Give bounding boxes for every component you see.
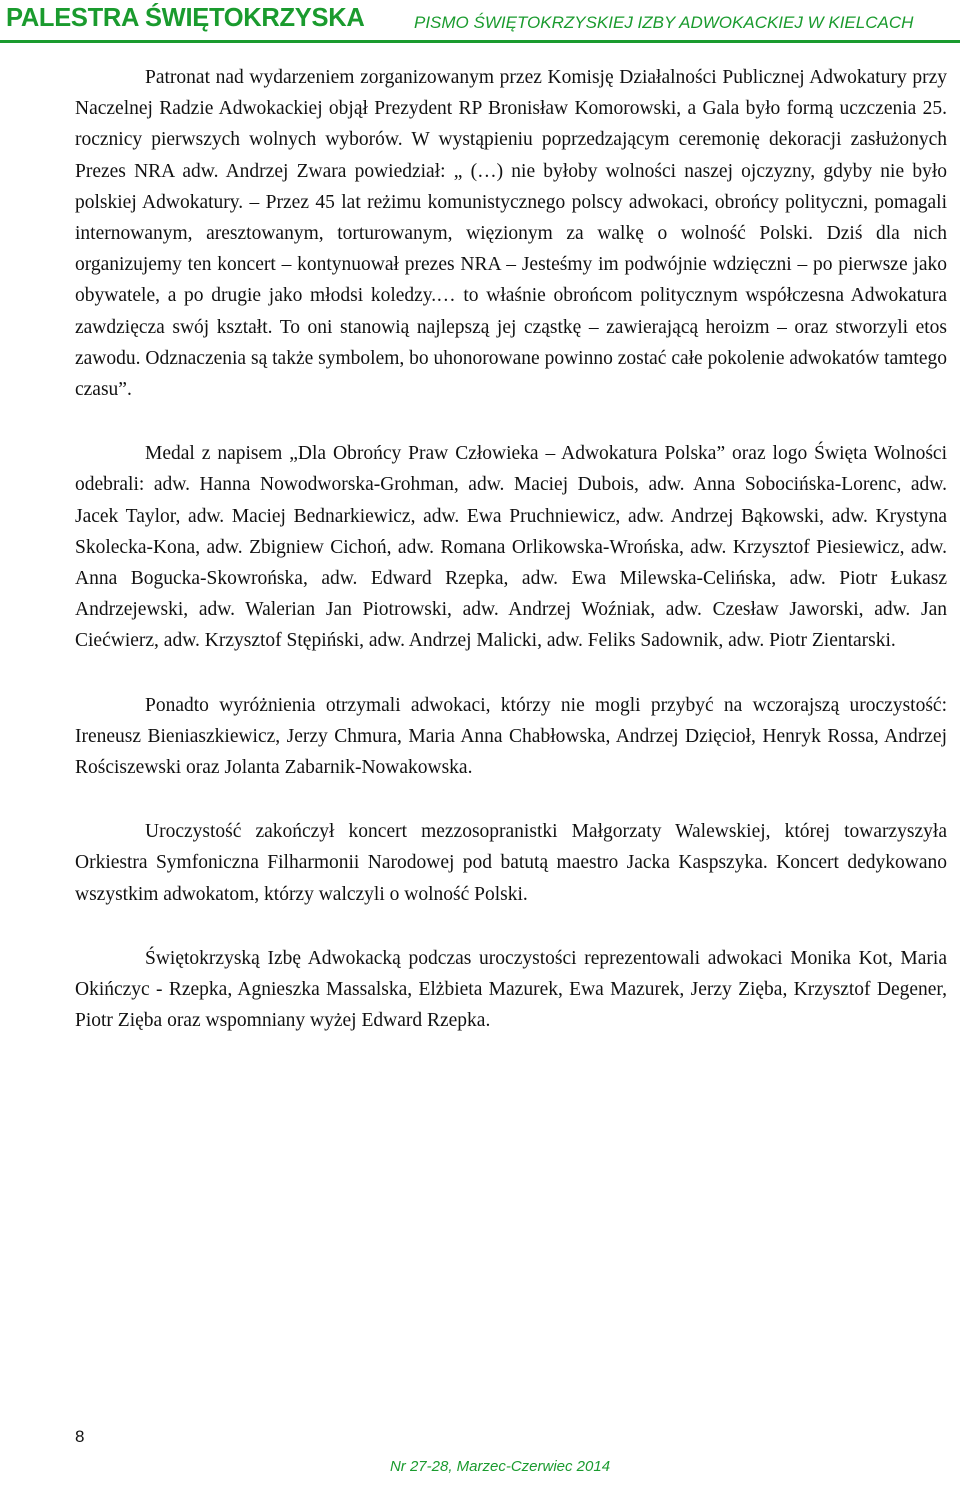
page-header — [0, 0, 960, 44]
page-number: 8 — [75, 1427, 85, 1446]
paragraph-concert: Uroczystość zakończył koncert mezzosopranistki Małgorzaty Walewskiej, której towarzyszyła Orkiestra Symfoniczna Filharmonii Narodowej pod batutą maestro Jacka Kaspszyka. Koncert dedykowano wszystkim adwokatom, którzy walczyli o wolność Polski. — [75, 821, 947, 905]
paragraph-representatives: Świętokrzyską Izbę Adwokacką podczas uroczystości reprezentowali adwokaci Monika Kot, Maria Okińczyc - Rzepka, Agnieszka Massalska, Elżbieta Mazurek, Ewa Mazurek, Jerzy Zięba, Krzysztof Degener, Piotr Zięba oraz wspomniany wyżej Edward Rzepka. — [75, 947, 947, 1032]
article-body — [75, 62, 947, 1069]
header-divider — [0, 40, 960, 43]
issue-info: Nr 27-28, Marzec-Czerwiec 2014 — [389, 1458, 611, 1475]
paragraph-medal-recipients: Medal z napisem „Dla Obrońcy Praw Człowieka – Adwokatura Polska” oraz logo Święta Wolności odebrali: adw. Hanna Nowodworska-Grohman, adw. Maciej Dubois, adw. Anna Sobocińska-Lorenc, adw. Jacek Taylor, adw. Maciej Bednarkiewicz, adw. Ewa Pruchniewicz, adw. Andrzej Bąkowski, adw. Krystyna Skolecka-Kona, adw. Zbigniew Cichoń, adw. Romana Orlikowska-Wrońska, adw. Krzysztof Piesiewicz, adw. Anna Bogucka-Skowrońska, adw. Edward Rzepka, adw. Ewa Milewska-Celińska, adw. Piotr Łukasz Andrzejewski, adw. Walerian Jan Piotrowski, adw. Andrzej Woźniak, adw. Czesław Jaworski, adw. Jan Ciećwierz, adw. Krzysztof Stępiński, adw. Andrzej Malicki, adw. Feliks Sadownik, adw. Piotr Zientarski. — [75, 443, 947, 652]
masthead-subtitle: PISMO ŚWIĘTOKRZYSKIEJ IZBY ADWOKACKIEJ W KIELCACH — [414, 13, 914, 32]
masthead-title: PALESTRA ŚWIĘTOKRZYSKA — [6, 4, 365, 32]
paragraph-patronage: Patronat nad wydarzeniem zorganizowanym przez Komisję Działalności Publicznej Adwokatury przy Naczelnej Radzie Adwokackiej objął Prezydent RP Bronisław Komorowski, a Gala było formą uczczenia 25. rocznicy pierwszych wolnych wyborów. W wystąpieniu poprzedzającym ceremonię dekoracji zasłużonych Prezes NRA adw. Andrzej Zwara powiedział: „ (…) nie byłoby wolności naszej ojczyzny, gdyby nie było polskiej Adwokatury. – Przez 45 lat reżimu komunistycznego polscy adwokaci, obrońcy polityczni, pomagali internowanym, aresztowanym, torturowanym, więzionym za walkę o wolność Polski. Dziś dla nich organizujemy ten koncert – kontynuował prezes NRA – Jesteśmy im podwójnie wdzięczni – po pierwsze jako obywatele, a po drugie jako młodsi koledzy.… to właśnie obrońcom politycznym współczesna Adwokatura zawdzięcza swój kształt. To oni stanowią najlepszą jej cząstkę – zawierającą heroizm – oraz stworzyli etos zawodu. Odznaczenia są także symbolem, bo uhonorowane powinno zostać całe pokolenie adwokatów tamtego czasu”. — [75, 67, 947, 401]
paragraph-distinctions: Ponadto wyróżnienia otrzymali adwokaci, którzy nie mogli przybyć na wczorajszą uroczystość: Ireneusz Bieniaszkiewicz, Jerzy Chmura, Maria Anna Chabłowska, Andrzej Dzięcioł, Henryk Rossa, Andrzej Rościszewski oraz Jolanta Zabarnik-Nowakowska. — [75, 694, 947, 779]
